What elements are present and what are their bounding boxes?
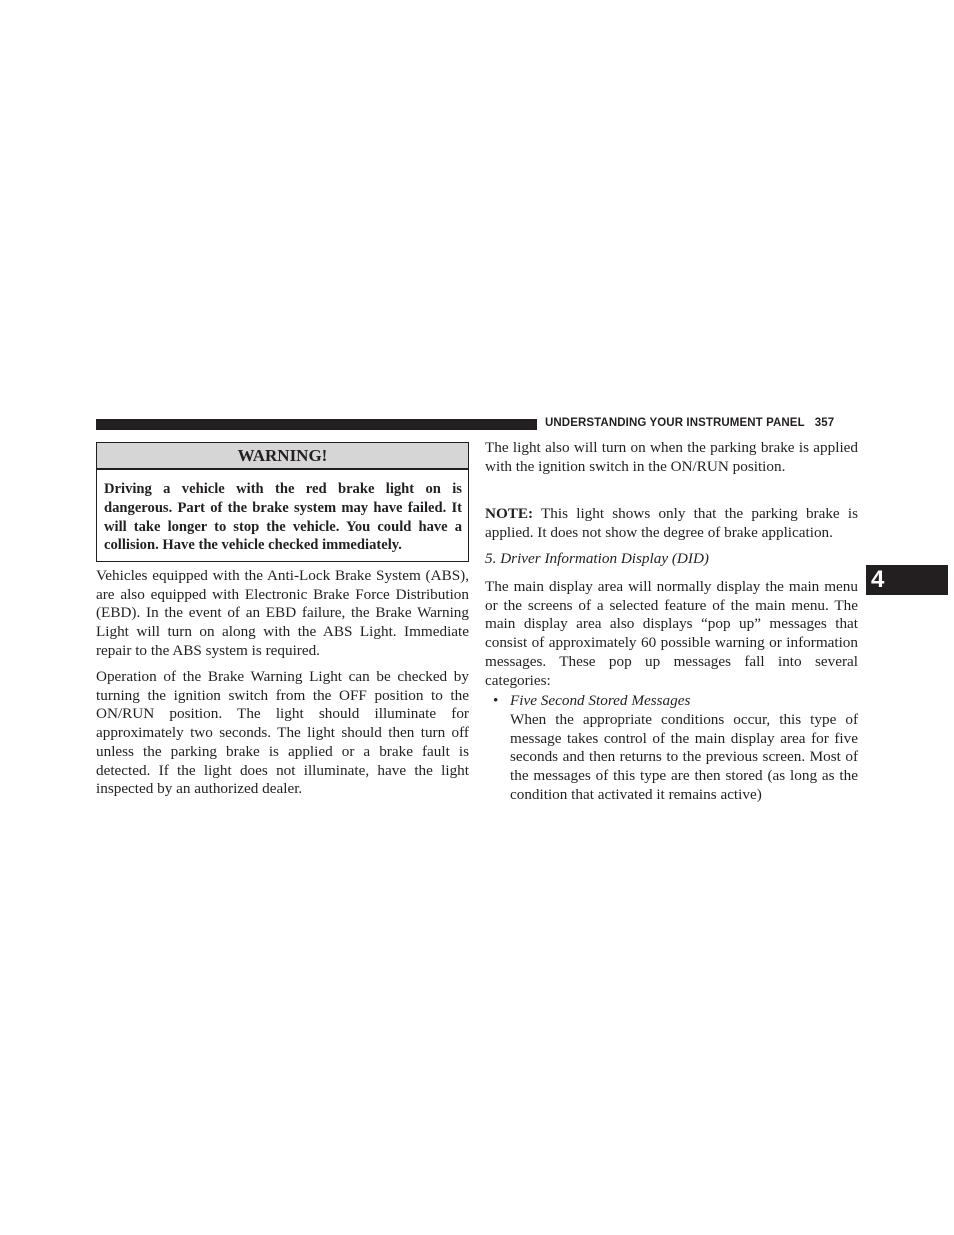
warning-box	[96, 442, 469, 562]
note-paragraph	[485, 505, 858, 542]
paragraph: The light also will turn on when the parking brake is applied with the ignition switch in the ON/RUN position.	[485, 439, 858, 475]
warning-title: WARNING!	[97, 443, 468, 470]
note-text: This light shows only that the parking brake is applied. It does not show the degree of brake application.	[485, 505, 858, 541]
header-rule	[96, 419, 537, 430]
paragraph: Operation of the Brake Warning Light can be checked by turning the ignition switch from the OFF position to the ON/RUN position. The light should illuminate for approximately two seconds. The light should then turn off unless the parking brake is applied or a brake fault is detected. If the light does not illuminate, have the light inspected by an authorized dealer.	[96, 668, 469, 798]
chapter-tab	[866, 565, 948, 595]
section-title: UNDERSTANDING YOUR INSTRUMENT PANEL	[545, 417, 805, 429]
bullet-title-text: Five Second Stored Messages	[510, 692, 691, 709]
section-heading	[485, 550, 858, 569]
chapter-number: 4	[871, 566, 885, 593]
abs-ebd-paragraph	[96, 567, 469, 661]
bullet-item-title	[493, 692, 691, 711]
paragraph: The main display area will normally display the main menu or the screens of a selected feature of the main menu. The main display area also displays “pop up” messages that consist of approximately 60 possible warning or information messages. These pop up messages fall into several categories:	[485, 578, 858, 689]
warning-text: Driving a vehicle with the red brake light on is dangerous. Part of the brake system may have failed. It will take longer to stop the vehicle. You could have a collision. Have the vehicle checked immediately.	[104, 481, 462, 554]
brake-light-check-paragraph	[96, 668, 469, 799]
note-label: NOTE:	[485, 505, 534, 522]
parking-brake-paragraph	[485, 439, 858, 476]
heading-text: 5. Driver Information Display (DID)	[485, 550, 709, 567]
bullet-item-body: When the appropriate conditions occur, this type of message takes control of the main display area for five seconds and then returns to the previous screen. Most of the messages of this type are then stored (as long as the condition that activated it remains active)	[510, 711, 858, 803]
page-number: 357	[814, 417, 835, 429]
did-paragraph	[485, 578, 858, 690]
bullet-icon: •	[493, 692, 499, 709]
running-header	[545, 417, 834, 429]
paragraph: Vehicles equipped with the Anti-Lock Brake System (ABS), are also equipped with Electronic Brake Force Distribution (EBD). In the event of an EBD failure, the Brake Warning Light will turn on along with the ABS Light. Immediate repair to the ABS system is required.	[96, 567, 469, 659]
